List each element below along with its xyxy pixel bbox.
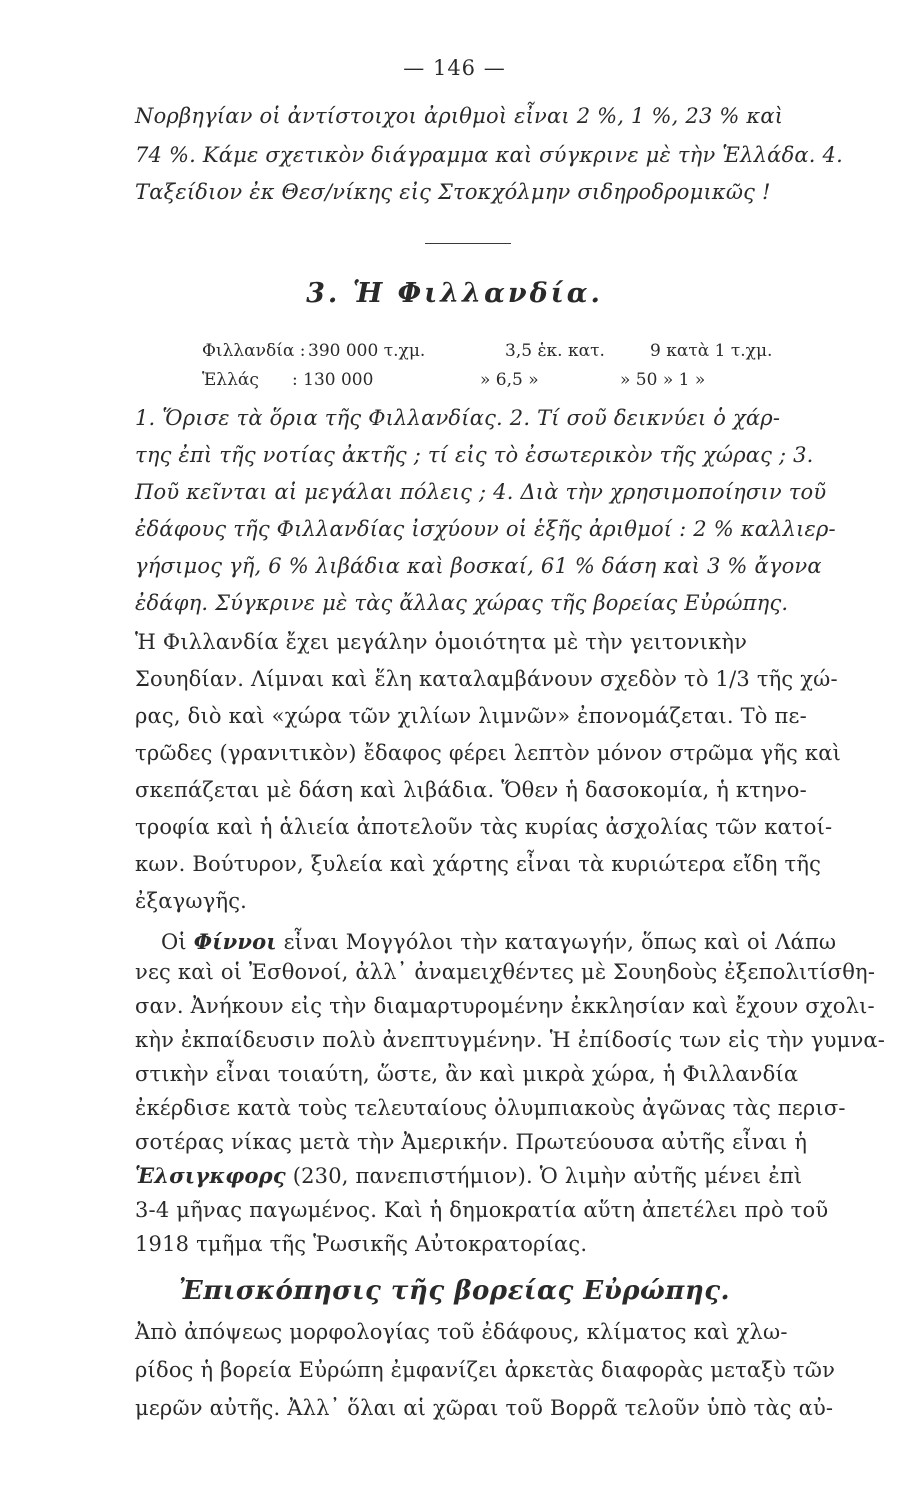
questions-line: ἐδάφη. Σύγκρινε μὲ τὰς ἄλλας χώρας τῆς βορείας Εὐρώπης. (135, 591, 789, 615)
intro-line: Νορβηγίαν οἱ ἀντίστοιχοι ἀριθμοὶ εἶναι 2 %, 1 %, 23 % καὶ (135, 104, 784, 128)
questions-line: γήσιμος γῆ, 6 % λιβάδια καὶ βοσκαί, 61 % δάση καὶ 3 % ἄγονα (135, 554, 822, 578)
stat-population: » 6,5 » (480, 370, 539, 390)
stat-country: Ἑλλάς (202, 370, 259, 390)
questions-line: ἐδάφους τῆς Φιλλανδίας ἰσχύουν οἱ ἑξῆς ἀριθμοί : 2 % καλλιερ- (135, 517, 836, 541)
body-line: σοτέρας νίκας μετὰ τὴν Ἀμερικήν. Πρωτεύουσα αὐτῆς εἶναι ἡ (135, 1130, 808, 1154)
body-line: σαν. Ἀνήκουν εἰς τὴν διαμαρτυρομένην ἐκκλησίαν καὶ ἔχουν σχολι- (135, 994, 875, 1018)
body-line: ἐξαγωγῆς. (135, 889, 248, 913)
stat-population: 3,5 ἑκ. κατ. (505, 341, 605, 361)
questions-line: Ποῦ κεῖνται αἱ μεγάλαι πόλεις ; 4. Διὰ τὴν χρησιμοποίησιν τοῦ (135, 480, 827, 504)
body-line: 3-4 μῆνας παγωμένος. Καὶ ἡ δημοκρατία αὕτη ἀπετέλει πρὸ τοῦ (135, 1198, 829, 1222)
overview-line: ρίδος ἡ βορεία Εὐρώπη ἐμφανίζει ἀρκετὰς διαφορὰς μεταξὺ τῶν (135, 1358, 836, 1382)
section-divider (425, 243, 511, 244)
body-text: (230, πανεπιστήμιον). Ὁ λιμὴν αὐτῆς μένει ἐπὶ (285, 1164, 803, 1188)
body-line: τροφία καὶ ἡ ἁλιεία ἀποτελοῦν τὰς κυρίας ἀσχολίας τῶν κατοί- (135, 815, 833, 839)
overview-line: Ἀπὸ ἀπόψεως μορφολογίας τοῦ ἐδάφους, κλίματος καὶ χλω- (135, 1320, 788, 1344)
stat-country: Φιλλανδία : (202, 341, 306, 361)
body-line: κὴν ἐκπαίδευσιν πολὺ ἀνεπτυγμένην. Ἡ ἐπίδοσίς των εἰς τὴν γυμνα- (135, 1028, 886, 1052)
body-line (135, 928, 837, 956)
overview-line: μερῶν αὐτῆς. Ἀλλ᾽ ὅλαι αἱ χῶραι τοῦ Βορρᾶ τελοῦν ὑπὸ τὰς αὐ- (135, 1396, 834, 1420)
helsinki-term: Ἑλσιγκφορς (135, 1163, 286, 1188)
stat-density: 9 κατὰ 1 τ.χμ. (650, 341, 773, 361)
page-number: — 146 — (403, 56, 506, 80)
body-line: νες καὶ οἱ Ἐσθονοί, ἀλλ᾽ ἀναμειχθέντες μὲ Σουηδοὺς ἐξεπολιτίσθη- (135, 960, 876, 984)
stat-area: : 130 000 (292, 370, 374, 390)
body-line: κων. Βούτυρον, ξυλεία καὶ χάρτης εἶναι τὰ κυριώτερα εἴδη τῆς (135, 852, 822, 876)
body-line: ἐκέρδισε κατὰ τοὺς τελευταίους ὀλυμπιακοὺς ἀγῶνας τὰς περισ- (135, 1096, 846, 1120)
body-line: Ἡ Φιλλανδία ἔχει μεγάλην ὁμοιότητα μὲ τὴν γειτονικὴν (135, 630, 748, 654)
section-title: 3. Ἡ Φιλλανδία. (306, 278, 603, 309)
stat-area: 390 000 τ.χμ. (308, 341, 426, 361)
intro-line: 74 %. Κάμε σχετικὸν διάγραμμα καὶ σύγκρινε μὲ τὴν Ἑλλάδα. 4. (135, 143, 843, 167)
body-line: τρῶδες (γρανιτικὸν) ἔδαφος φέρει λεπτὸν μόνον στρῶμα γῆς καὶ (135, 741, 842, 765)
intro-line: Ταξείδιον ἐκ Θεσ/νίκης εἰς Στοκχόλμην σιδηροδρομικῶς ! (135, 180, 771, 204)
body-text: Οἱ (161, 930, 194, 954)
questions-line: της ἐπὶ τῆς νοτίας ἀκτῆς ; τί εἰς τὸ ἐσωτερικὸν τῆς χώρας ; 3. (135, 443, 814, 467)
body-line: 1918 τμῆμα τῆς Ῥωσικῆς Αὐτοκρατορίας. (135, 1232, 588, 1256)
body-line: σκεπάζεται μὲ δάση καὶ λιβάδια. Ὅθεν ἡ δασοκομία, ἡ κτηνο- (135, 778, 807, 802)
body-line: ρας, διὸ καὶ «χώρα τῶν χιλίων λιμνῶν» ἐπονομάζεται. Τὸ πε- (135, 704, 807, 728)
body-line: στικὴν εἶναι τοιαύτη, ὥστε, ἂν καὶ μικρὰ χώρα, ἡ Φιλλανδία (135, 1062, 799, 1086)
body-line: Σουηδίαν. Λίμναι καὶ ἕλη καταλαμβάνουν σχεδὸν τὸ 1/3 τῆς χώ- (135, 667, 838, 691)
body-line (135, 1162, 803, 1190)
body-text: εἶναι Μογγόλοι τὴν καταγωγήν, ὅπως καὶ οἱ Λάπω (276, 930, 837, 954)
finns-term: Φίννοι (193, 929, 277, 954)
stat-density: » 50 » 1 » (620, 370, 706, 390)
questions-line: 1. Ὅρισε τὰ ὅρια τῆς Φιλλανδίας. 2. Τί σοῦ δεικνύει ὁ χάρ- (135, 406, 781, 430)
overview-title: Ἐπισκόπησις τῆς βορείας Εὐρώπης. (178, 1276, 731, 1306)
